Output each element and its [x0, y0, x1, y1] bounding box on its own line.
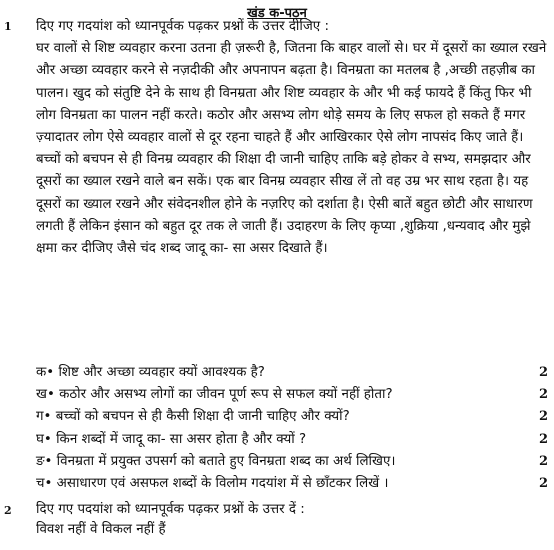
subquestion-row: [36, 406, 548, 428]
subquestion-row: [36, 451, 548, 473]
subquestion-text: क• शिष्ट और अच्छा व्यवहार क्यों आवश्यक है?: [36, 365, 265, 380]
q1-subquestions: [36, 362, 548, 495]
subquestion-text: च• असाधारण एवं असफल शब्दों के विलोम गदयांश में से छाँटकर लिखें ।: [36, 475, 389, 491]
subquestion-row: [36, 429, 548, 451]
poem-first-line: विवश नहीं वे विकल नहीं हैं: [36, 522, 166, 537]
subquestion-text: घ• किन शब्दों में जादू का- सा असर होता है और क्यों ?: [36, 431, 307, 447]
q2-block: [36, 500, 548, 540]
subquestion-row: [36, 362, 548, 384]
passage-block: [36, 16, 548, 260]
marks-badge: 2: [538, 409, 548, 425]
subquestion-text: ख• कठोर और असभ्य लोगों का जीवन पूर्ण रूप से सफल क्यों नहीं होता?: [36, 387, 393, 403]
subquestion-row: [36, 473, 548, 495]
marks-badge: 2: [538, 365, 548, 380]
passage-text: घर वालों से शिष्ट व्यवहार करना उतना ही ज़रूरी है, जितना कि बाहर वालों से। घर में दूसरों का ख्याल रखने और अच्छा व्यवहार करने से नज़दीकी और अपनापन बढ़ता है। विनम्रता का मतलब है ,अच्छी तहज़ीब का पालन। खुद को संतुष्टि देने के साथ ही विनम्रता और शिष्ट व्यवहार के और भी कई फायदे हैं किंतु फिर भी लोग विनम्रता का पालन नहीं करते। कठोर और असभ्य लोग थोड़े समय के लिए सफल हो सकते हैं मगर ज़्यादातर लोग ऐसे व्यवहार वालों से दूर रहना चाहते हैं और आखिरकार ऐसे लोग नापसंद किए जाते हैं। बच्चों को बचपन से ही विनम्र व्यवहार की शिक्षा दी जानी चाहिए ताकि बड़े होकर वे सभ्य, समझदार और दूसरों का ख्याल रखने वाले बन सकें। एक बार विनम्र व्यवहार सीख लें तो वह उम्र भर साथ रहता है। यह दूसरों का ख्याल रखने और संवेदनशील होने के नज़रिए को दर्शाता है। ऐसी बातें बहुत छोटी और साधारण लगती हैं लेकिन इंसान को बहुत दूर तक ले जाती हैं। उदाहरण के लिए कृप्या ,शुक्रिया ,धन्यवाद और मुझे क्षमा कर दीजिए जैसे चंद शब्द जादू का- सा असर दिखाते हैं।: [36, 41, 547, 257]
question-number-1: 1: [4, 20, 12, 33]
subquestion-text: ग• बच्चों को बचपन से ही कैसी शिक्षा दी जानी चाहिए और क्यों?: [36, 409, 350, 425]
q1-instruction: दिए गए गदयांश को ध्यानपूर्वक पढ़कर प्रश्नों के उत्तर दीजिए :: [36, 19, 329, 34]
marks-badge: 2: [538, 431, 548, 447]
subquestion-text: ङ• विनम्रता में प्रयुक्त उपसर्ग को बताते हुए विनम्रता शब्द का अर्थ लिखिए।: [36, 453, 396, 469]
subquestion-row: [36, 384, 548, 406]
marks-badge: 2: [538, 453, 548, 469]
section-title: खंड क-पठन: [247, 6, 307, 21]
marks-badge: 2: [538, 475, 548, 491]
marks-badge: 2: [538, 387, 548, 403]
q2-instruction: दिए गए पदयांश को ध्यानपूर्वक पढ़कर प्रश्नों के उत्तर दें :: [36, 502, 305, 517]
question-number-2: 2: [4, 504, 12, 517]
